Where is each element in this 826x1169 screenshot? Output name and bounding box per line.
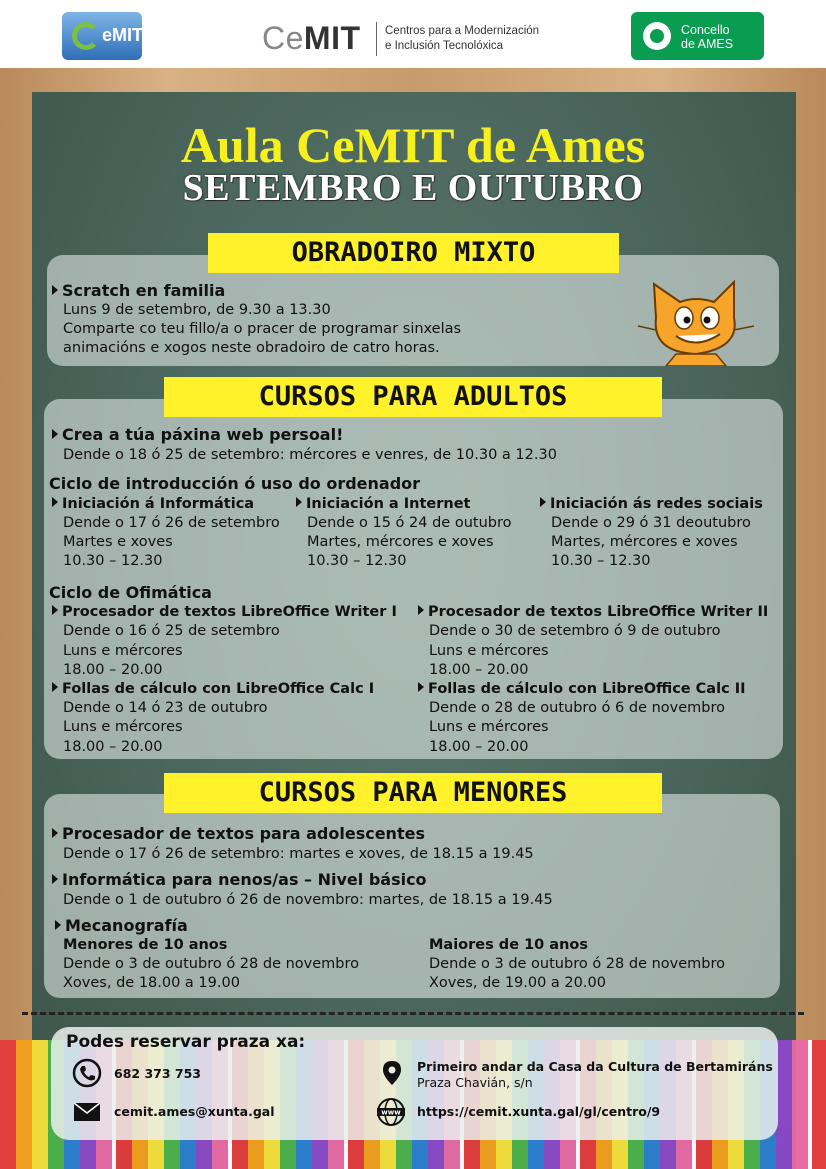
- triangle-bullet-icon: [55, 920, 61, 930]
- concello-line1: Concello: [681, 23, 730, 37]
- ciclo2-course-dates: Dende o 30 de setembro ó 9 de outubro: [429, 623, 721, 639]
- scratch-cat-icon: [636, 278, 756, 366]
- web-course-name: Crea a túa páxina web persoal!: [62, 425, 344, 444]
- triangle-bullet-icon: [52, 497, 58, 507]
- contact-web-link[interactable]: https://cemit.xunta.gal/gl/centro/9: [417, 1104, 661, 1119]
- globe-www-icon: [375, 1097, 407, 1127]
- ciclo1-course-time: 10.30 – 12.30: [307, 553, 407, 569]
- triangle-bullet-icon: [52, 605, 58, 615]
- ciclo2-course-time: 18.00 – 20.00: [63, 662, 163, 678]
- group-time: Xoves, de 18.00 a 19.00: [63, 975, 240, 991]
- ciclo2-course-name: Procesador de textos LibreOffice Writer I: [62, 604, 397, 620]
- ciclo2-course-dates: Dende o 16 ó 25 de setembro: [63, 623, 280, 639]
- contact-address-sub: Praza Chavián, s/n: [417, 1075, 533, 1090]
- brand-sub-line2: e Inclusión Tecnolóxica: [385, 40, 504, 52]
- course-title: [418, 680, 746, 699]
- course-title: [52, 425, 343, 444]
- ciclo1-course-dates: Dende o 17 ó 26 de setembro: [63, 515, 280, 531]
- ciclo1-course-days: Martes, mércores e xoves: [551, 534, 738, 550]
- ciclo2-course-days: Luns e mércores: [429, 643, 549, 659]
- group-dates: Dende o 3 de outubro ó 28 de novembro: [429, 956, 726, 972]
- course-title: [52, 680, 374, 699]
- menores-banner: CURSOS PARA MENORES: [164, 773, 662, 813]
- scratch-date: Luns 9 de setembro, de 9.30 a 13.30: [63, 302, 331, 318]
- ciclo1-course-dates: Dende o 29 ó 31 deoutubro: [551, 515, 751, 531]
- ciclo2-course-time: 18.00 – 20.00: [429, 662, 529, 678]
- triangle-bullet-icon: [52, 874, 58, 884]
- ciclo2-course-time: 18.00 – 20.00: [63, 739, 163, 755]
- course-title: [540, 495, 763, 514]
- contact-email[interactable]: cemit.ames@xunta.gal: [114, 1104, 275, 1119]
- ciclo1-course-days: Martes, mércores e xoves: [307, 534, 494, 550]
- logo-left-text: eMIT: [102, 25, 144, 45]
- ciclo1-course-name: Iniciación á Informática: [62, 496, 255, 512]
- contact-address: Primeiro andar da Casa da Cultura de Bertamiráns: [417, 1059, 773, 1074]
- triangle-bullet-icon: [296, 497, 302, 507]
- brand-divider: [376, 22, 377, 56]
- concello-text: [681, 23, 733, 51]
- course-title: [52, 281, 225, 300]
- course-title: [296, 495, 471, 514]
- ciclo2-title: Ciclo de Ofimática: [49, 583, 212, 602]
- menores-c3-name: Mecanografía: [65, 916, 188, 935]
- ciclo1-course-days: Martes e xoves: [63, 534, 173, 550]
- ciclo2-course-name: Follas de cálculo con LibreOffice Calc II: [428, 681, 746, 697]
- brand-light: Ce: [262, 20, 304, 56]
- triangle-bullet-icon: [418, 605, 424, 615]
- envelope-icon: [73, 1102, 101, 1122]
- obradoiro-banner: OBRADOIRO MIXTO: [208, 233, 619, 273]
- group-dates: Dende o 3 de outubro ó 28 de novembro: [63, 956, 360, 972]
- brand-sub-line1: Centros para a Modernización: [385, 25, 540, 37]
- triangle-bullet-icon: [52, 682, 58, 692]
- course-title: [52, 870, 427, 889]
- concello-mark-icon: [643, 22, 671, 50]
- course-title: [55, 916, 188, 935]
- triangle-bullet-icon: [52, 429, 58, 439]
- scratch-desc1: Comparte co teu fillo/a o pracer de programar sinxelas: [63, 321, 462, 337]
- menores-c2-name: Informática para nenos/as – Nivel básico: [62, 870, 427, 889]
- ciclo2-course-time: 18.00 – 20.00: [429, 739, 529, 755]
- location-pin-icon: [382, 1060, 402, 1086]
- ciclo2-course-name: Procesador de textos LibreOffice Writer II: [428, 604, 769, 620]
- scratch-desc2: animacións e xogos neste obradoiro de catro horas.: [63, 340, 440, 356]
- triangle-bullet-icon: [418, 682, 424, 692]
- swirl-icon: [72, 22, 100, 50]
- contact-title: Podes reservar praza xa:: [66, 1032, 306, 1052]
- group-time: Xoves, de 19.00 a 20.00: [429, 975, 606, 991]
- triangle-bullet-icon: [52, 285, 58, 295]
- menores-c1-date: Dende o 17 ó 26 de setembro: martes e xoves, de 18.15 a 19.45: [63, 846, 534, 862]
- brand-bold: MIT: [303, 20, 361, 56]
- concello-ames-logo: [631, 12, 764, 60]
- page-header: [0, 0, 826, 68]
- phone-icon: [72, 1058, 102, 1088]
- ciclo1-course-name: Iniciación ás redes sociais: [550, 496, 763, 512]
- triangle-bullet-icon: [540, 497, 546, 507]
- group-name: Menores de 10 anos: [63, 937, 228, 953]
- ciclo2-course-dates: Dende o 28 de outubro ó 6 de novembro: [429, 700, 726, 716]
- ciclo1-course-time: 10.30 – 12.30: [551, 553, 651, 569]
- menores-c2-date: Dende o 1 de outubro ó 26 de novembro: martes, de 18.15 a 19.45: [63, 892, 553, 908]
- adultos-banner: CURSOS PARA ADULTOS: [164, 377, 662, 417]
- ciclo2-course-name: Follas de cálculo con LibreOffice Calc I: [62, 681, 375, 697]
- ciclo2-course-dates: Dende o 14 ó 23 de outubro: [63, 700, 268, 716]
- ciclo1-course-dates: Dende o 15 ó 24 de outubro: [307, 515, 512, 531]
- brand-subtitle: [385, 24, 539, 54]
- main-subtitle: SETEMBRO E OUTUBRO: [182, 167, 644, 209]
- course-title: [52, 824, 425, 843]
- web-course-date: Dende o 18 ó 25 de setembro: mércores e venres, de 10.30 a 12.30: [63, 447, 557, 463]
- group-name: Maiores de 10 anos: [429, 937, 588, 953]
- cemit-brand: [262, 20, 361, 57]
- ciclo2-course-days: Luns e mércores: [63, 719, 183, 735]
- ciclo1-course-name: Iniciación a Internet: [306, 496, 471, 512]
- triangle-bullet-icon: [52, 828, 58, 838]
- ciclo2-course-days: Luns e mércores: [63, 643, 183, 659]
- cemit-logo-small: [62, 12, 142, 60]
- course-title: [418, 603, 768, 622]
- course-title: [52, 495, 254, 514]
- contact-phone[interactable]: 682 373 753: [114, 1066, 201, 1081]
- dashed-divider: [22, 1012, 804, 1015]
- ciclo2-course-days: Luns e mércores: [429, 719, 549, 735]
- ciclo1-title: Ciclo de introducción ó uso do ordenador: [49, 474, 421, 493]
- course-title: [52, 603, 397, 622]
- scratch-name: Scratch en familia: [62, 281, 226, 300]
- ciclo1-course-time: 10.30 – 12.30: [63, 553, 163, 569]
- main-title: Aula CeMIT de Ames: [180, 117, 646, 173]
- concello-line2: de AMES: [681, 37, 734, 51]
- menores-c1-name: Procesador de textos para adolescentes: [62, 824, 425, 843]
- svg-text:www: www: [381, 1108, 401, 1117]
